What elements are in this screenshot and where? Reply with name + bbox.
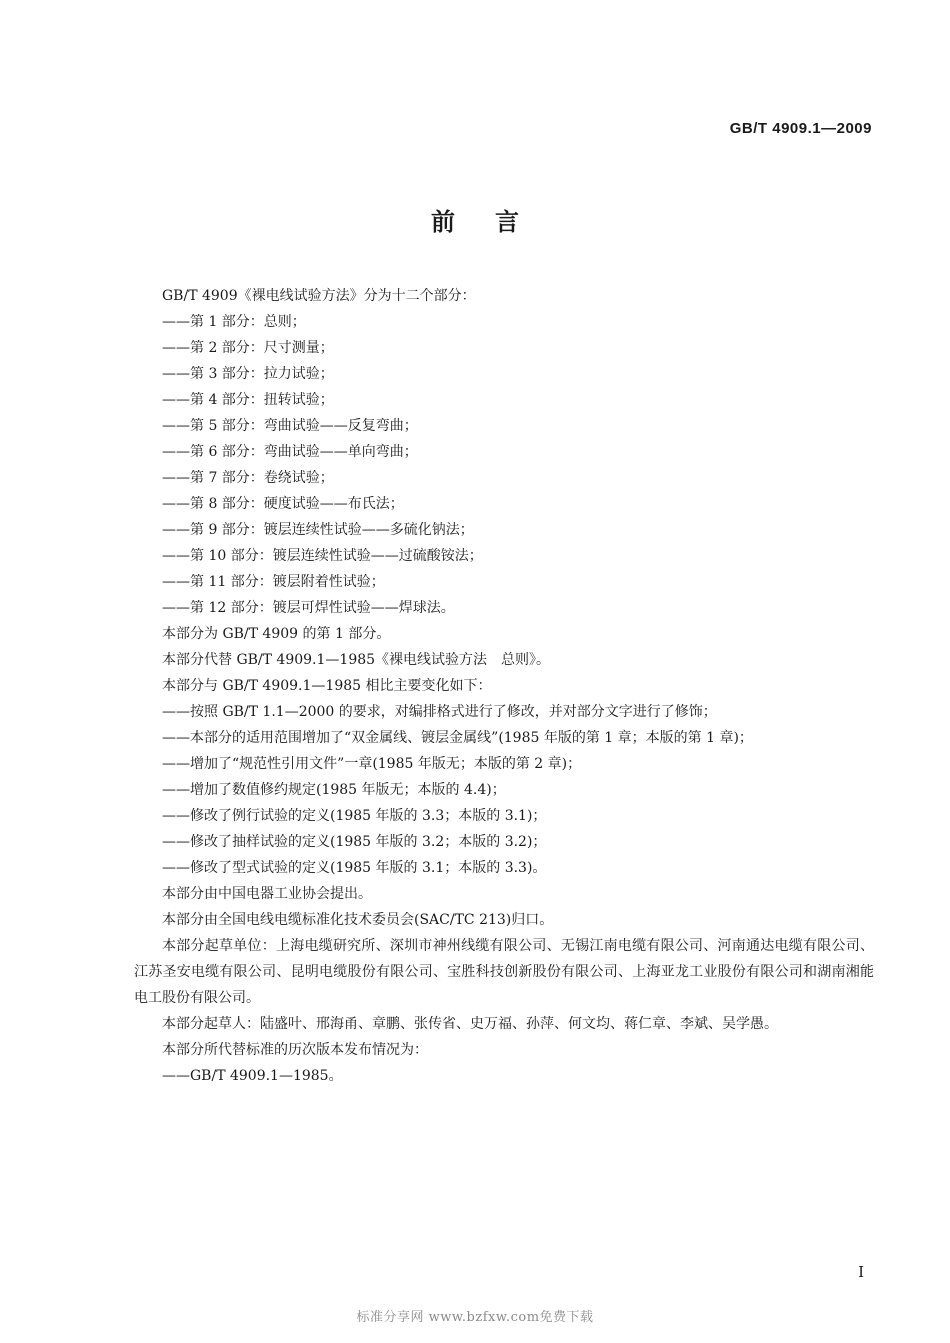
change-list-item: ——修改了型式试验的定义(1985 年版的 3.1；本版的 3.3)。: [162, 860, 547, 876]
part-list-item: ——第 11 部分：镀层附着性试验；: [162, 574, 385, 590]
page-title: 前言: [431, 208, 559, 236]
jurisdiction-statement: 本部分由全国电线电缆标准化技术委员会(SAC/TC 213)归口。: [162, 912, 554, 928]
drafters-statement: 本部分起草人：陆盛叶、邢海甬、章鹏、张传省、史万福、孙萍、何文均、蒋仁章、李斌、吴学愚。: [162, 1016, 778, 1032]
change-list-item: ——按照 GB/T 1.1—2000 的要求，对编排格式进行了修改，并对部分文字进行了修饰；: [162, 704, 717, 720]
page-number: I: [858, 1263, 864, 1281]
history-item: ——GB/T 4909.1—1985。: [162, 1068, 343, 1084]
foreword-body: [134, 283, 874, 1089]
part-list-item: ——第 12 部分：镀层可焊性试验——焊球法。: [162, 600, 455, 616]
change-list-item: ——增加了数值修约规定(1985 年版无；本版的 4.4)；: [162, 782, 506, 798]
part-list-item: ——第 10 部分：镀层连续性试验——过硫酸铵法；: [162, 548, 483, 564]
part-list-item: ——第 3 部分：拉力试验；: [162, 366, 334, 382]
change-list-item: ——本部分的适用范围增加了“双金属线、镀层金属线”(1985 年版的第 1 章；本版的第 1 章)；: [162, 730, 753, 746]
footer-watermark[interactable]: 标准分享网 www.bzfxw.com免费下载: [356, 1310, 594, 1325]
part-list-item: ——第 5 部分：弯曲试验——反复弯曲；: [162, 418, 418, 434]
change-list-item: ——修改了例行试验的定义(1985 年版的 3.3；本版的 3.1)；: [162, 808, 547, 824]
change-list-item: ——增加了“规范性引用文件”一章(1985 年版无；本版的第 2 章)；: [162, 756, 582, 772]
this-part-statement: 本部分为 GB/T 4909 的第 1 部分。: [162, 626, 391, 642]
standard-code: GB/T 4909.1—2009: [729, 120, 872, 137]
part-list-item: ——第 2 部分：尺寸测量；: [162, 340, 334, 356]
drafting-units-paragraph: 本部分起草单位：上海电缆研究所、深圳市神州线缆有限公司、无锡江南电缆有限公司、河南通达电缆有限公司、江苏圣安电缆有限公司、昆明电缆股份有限公司、宝胜科技创新股份有限公司、上海亚龙工业股份有限公司和湖南湘能电工股份有限公司。: [134, 938, 874, 1006]
intro-paragraph: GB/T 4909《裸电线试验方法》分为十二个部分：: [162, 288, 476, 304]
part-list-item: ——第 6 部分：弯曲试验——单向弯曲；: [162, 444, 418, 460]
part-list-item: ——第 9 部分：镀层连续性试验——多硫化钠法；: [162, 522, 474, 538]
part-list-item: ——第 8 部分：硬度试验——布氏法；: [162, 496, 404, 512]
change-list-item: ——修改了抽样试验的定义(1985 年版的 3.2；本版的 3.2)；: [162, 834, 547, 850]
part-list-item: ——第 1 部分：总则；: [162, 314, 306, 330]
part-list-item: ——第 7 部分：卷绕试验；: [162, 470, 334, 486]
history-intro: 本部分所代替标准的历次版本发布情况为：: [162, 1042, 428, 1058]
part-list-item: ——第 4 部分：扭转试验；: [162, 392, 334, 408]
proposed-by-statement: 本部分由中国电器工业协会提出。: [162, 886, 372, 902]
changes-intro: 本部分与 GB/T 4909.1—1985 相比主要变化如下：: [162, 678, 492, 694]
replaces-statement: 本部分代替 GB/T 4909.1—1985《裸电线试验方法 总则》。: [162, 652, 551, 668]
